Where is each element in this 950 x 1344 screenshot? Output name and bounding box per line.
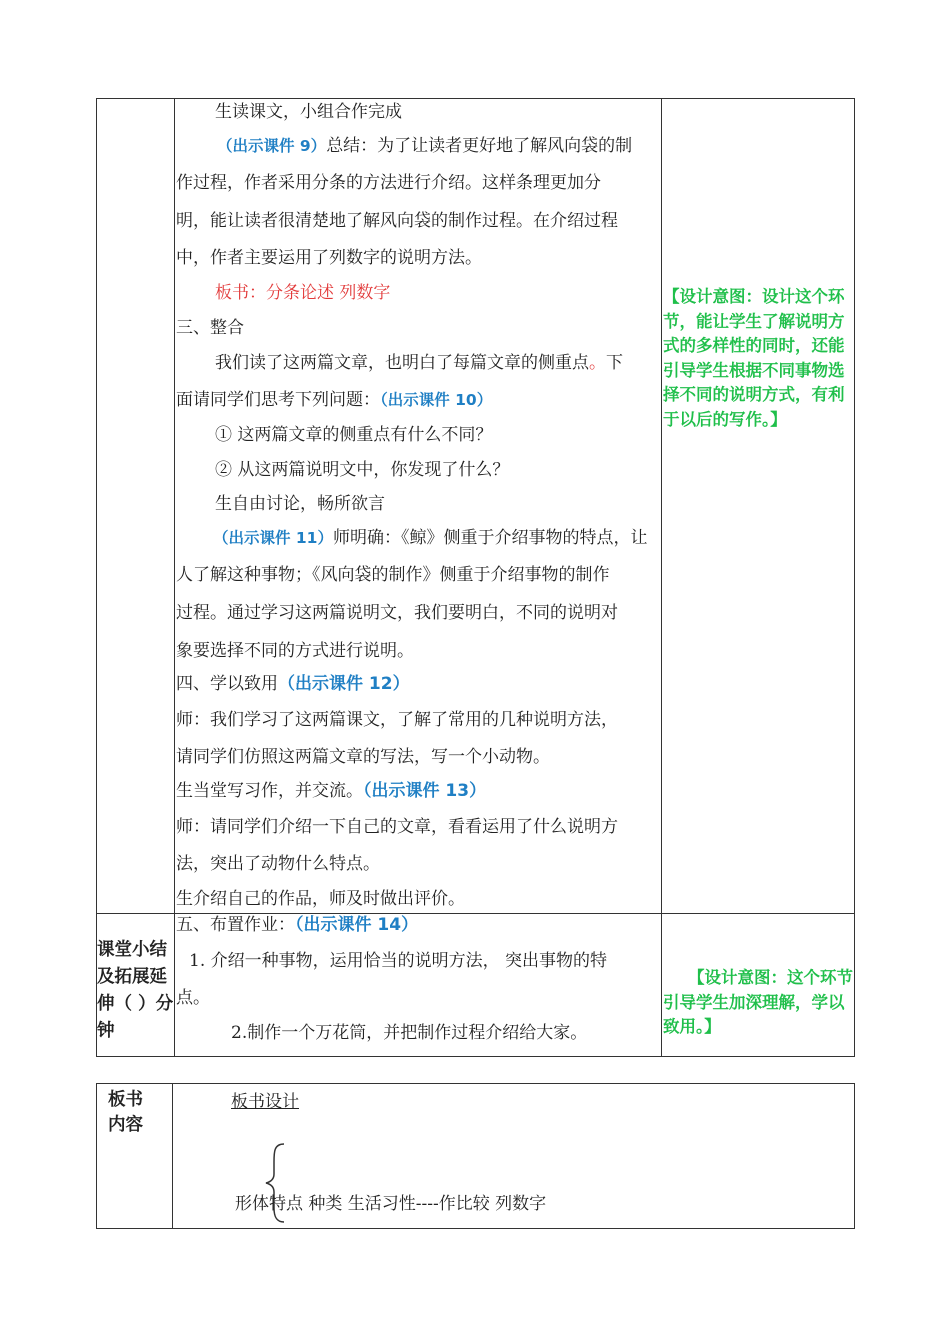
courseware-ref: （出示课件 13）: [363, 781, 487, 801]
text-line: 法，突出了动物什么特点。: [176, 854, 380, 874]
text-line: 我们读了这两篇文章，也明白了每篇文章的侧重点。下: [215, 353, 623, 373]
text-line: 作过程，作者采用分条的方法进行介绍。这样条理更加分: [176, 173, 601, 193]
design-intent-note: 【设计意图：设计这个环节，能让学生了解说明方式的多样性的同时，还能引导学生根据不同事物选择不同的说明方式，有利于以后的写作。】: [663, 287, 845, 429]
text-line: 面请同学们思考下列问题：（出示课件 10）: [176, 390, 493, 410]
courseware-ref: （出示课件 10）: [380, 391, 493, 409]
courseware-ref: （出示课件 9）: [217, 137, 327, 155]
board-title: 板书设计: [231, 1092, 299, 1112]
text-line: 生当堂写习作，并交流。（出示课件 13）: [176, 781, 487, 801]
text-line: 过程。通过学习这两篇说明文，我们要明白，不同的说明对: [176, 603, 618, 623]
text-line: 师：我们学习了这两篇课文，了解了常用的几种说明方法，: [176, 710, 618, 730]
text-line: 请同学们仿照这两篇文章的写法，写一个小动物。: [176, 747, 550, 767]
section-label: 课堂小结及拓展延伸（ ）分钟: [97, 940, 174, 1041]
text-line: 师：请同学们介绍一下自己的文章，看看运用了什么说明方: [176, 817, 618, 837]
column-divider: [172, 1084, 173, 1228]
courseware-ref: （出示课件 14）: [295, 915, 419, 935]
board-note: 板书：分条论述 列数字: [215, 283, 391, 303]
text-line: 象要选择不同的方式进行说明。: [176, 641, 414, 661]
homework-item: 2.制作一个万花筒，并把制作过程介绍给大家。: [231, 1023, 588, 1043]
board-label: 板书内容: [108, 1090, 143, 1135]
text-line: 明，能让读者很清楚地了解风向袋的制作过程。在介绍过程: [176, 211, 618, 231]
question-item: ② 从这两篇说明文中，你发现了什么？: [215, 460, 510, 480]
section-heading: 四、学以致用（出示课件 12）: [176, 674, 410, 694]
text-line: （出示课件 11）师明确：《鲸》侧重于介绍事物的特点，让: [213, 528, 648, 548]
homework-item: 1. 介绍一种事物，运用恰当的说明方法， 突出事物的特: [189, 951, 608, 971]
text-line: 生自由讨论，畅所欲言: [215, 494, 385, 514]
section-heading: 三、整合: [176, 318, 244, 338]
question-item: ① 这两篇文章的侧重点有什么不同？: [215, 425, 493, 445]
section-heading: 五、布置作业：（出示课件 14）: [176, 915, 419, 935]
text-line: 点。: [176, 988, 210, 1008]
text-line: 生读课文，小组合作完成: [215, 102, 402, 122]
courseware-ref: （出示课件 12）: [278, 674, 410, 694]
courseware-ref: （出示课件 11）: [213, 529, 333, 547]
board-content: 形体特点 种类 生活习性----作比较 列数字: [235, 1194, 547, 1214]
text-line: 中，作者主要运用了列数字的说明方法。: [176, 248, 482, 268]
text-line: （出示课件 9）总结：为了让读者更好地了解风向袋的制: [217, 136, 633, 156]
text-line: 人了解这种事物；《风向袋的制作》侧重于介绍事物的制作: [176, 565, 610, 585]
text-line: 生介绍自己的作品，师及时做出评价。: [176, 889, 465, 909]
design-intent-note: 【设计意图：这个环节引导学生加深理解，学以致用。】: [663, 968, 853, 1036]
